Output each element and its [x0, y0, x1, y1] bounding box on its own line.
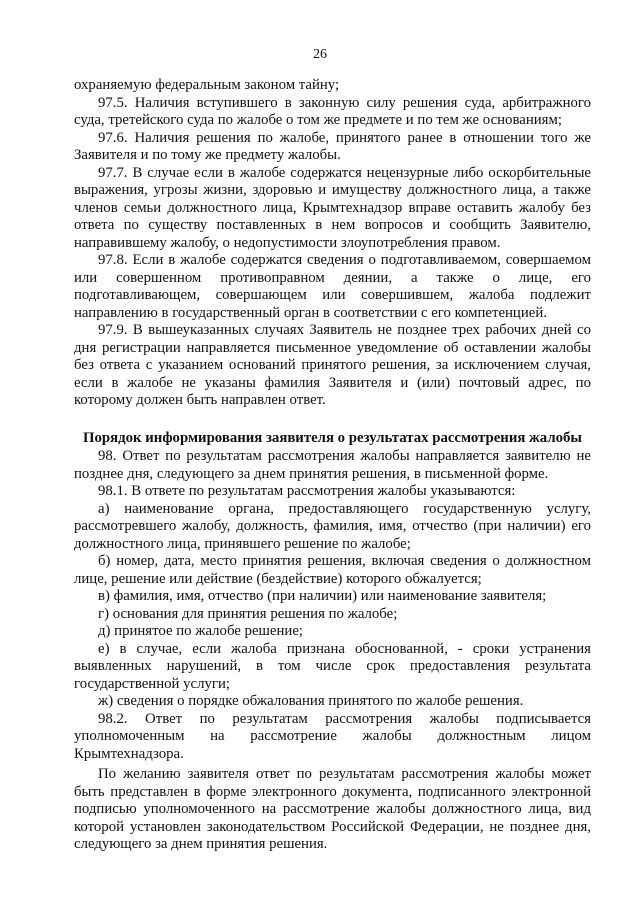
- page-number: 26: [313, 47, 327, 62]
- document-body: [74, 77, 591, 854]
- paragraph-97-9: 97.9. В вышеуказанных случаях Заявитель не позднее трех рабочих дней со дня регистрации направляется письменное уведомление об оставлении жалобы без ответа с указанием оснований принятого решения, за исключением случая, если в жалобе не указаны фамилия Заявителя и (или) почтовый адрес, по которому должен быть направлен ответ.: [74, 322, 591, 408]
- paragraph-98-1: 98.1. В ответе по результатам рассмотрения жалобы указываются:: [98, 483, 516, 499]
- section-heading: Порядок информирования заявителя о результатах рассмотрения жалобы: [83, 429, 582, 446]
- list-item-g: г) основания для принятия решения по жалобе;: [98, 605, 398, 622]
- paragraph-98-2: 98.2. Ответ по результатам рассмотрения жалобы подписывается уполномоченным на рассмотрение жалобы должностным лицом Крымтехнадзора.: [74, 710, 591, 762]
- list-item-v: в) фамилия, имя, отчество (при наличии) или наименование заявителя;: [98, 588, 547, 604]
- paragraph-98: 98. Ответ по результатам рассмотрения жалобы направляется заявителю не позднее дня, следующего за днем принятия решения, в письменной форме.: [74, 448, 591, 482]
- paragraph-97-7: 97.7. В случае если в жалобе содержатся нецензурные либо оскорбительные выражения, угрозы жизни, здоровью и имуществу должностного лица, а также членов семьи должностного лица, Крымтехнадзор вправе оставить жалобу без ответа по существу поставленных в нем вопросов и сообщить Заявителю, направившему жалобу, о недопустимости злоупотребления правом.: [74, 164, 591, 251]
- paragraph-electronic-response: По желанию заявителя ответ по результатам рассмотрения жалобы может быть представлен в форме электронного документа, подписанного электронной подписью уполномоченного на рассмотрение жалобы должностного лица, вид которой установлен законодательством Российской Федерации, не позднее дня, следующего за днем принятия решения.: [74, 766, 591, 852]
- paragraph-continuation: охраняемую федеральным законом тайну;: [74, 77, 340, 93]
- paragraph-97-5: 97.5. Наличия вступившего в законную силу решения суда, арбитражного суда, третейского суда по жалобе о том же предмете и по тем же основаниям;: [74, 94, 591, 128]
- paragraph-97-8: 97.8. Если в жалобе содержатся сведения о подготавливаемом, совершаемом или совершенном противоправном деянии, а также о лице, его подготавливающем, совершающем или совершившем, жалоба подлежит направлению в государственный орган в соответствии с его компетенцией.: [74, 252, 591, 321]
- list-item-a: а) наименование органа, предоставляющего государственную услугу, рассмотревшего жалобу, должность, фамилия, имя, отчество (при наличии) его должностного лица, принявшего решение по жалобе;: [74, 500, 591, 552]
- paragraph-97-6: 97.6. Наличия решения по жалобе, принятого ранее в отношении того же Заявителя и по тому же предмету жалобы.: [74, 129, 591, 163]
- list-item-b: б) номер, дата, место принятия решения, включая сведения о должностном лице, решение или действие (бездействие) которого обжалуется;: [74, 553, 591, 587]
- list-item-e: е) в случае, если жалоба признана обоснованной, - сроки устранения выявленных нарушений, в том числе срок предоставления результата государственной услуги;: [74, 640, 591, 692]
- list-item-d: д) принятое по жалобе решение;: [98, 623, 303, 639]
- list-item-zh: ж) сведения о порядке обжалования принятого по жалобе решения.: [98, 693, 524, 709]
